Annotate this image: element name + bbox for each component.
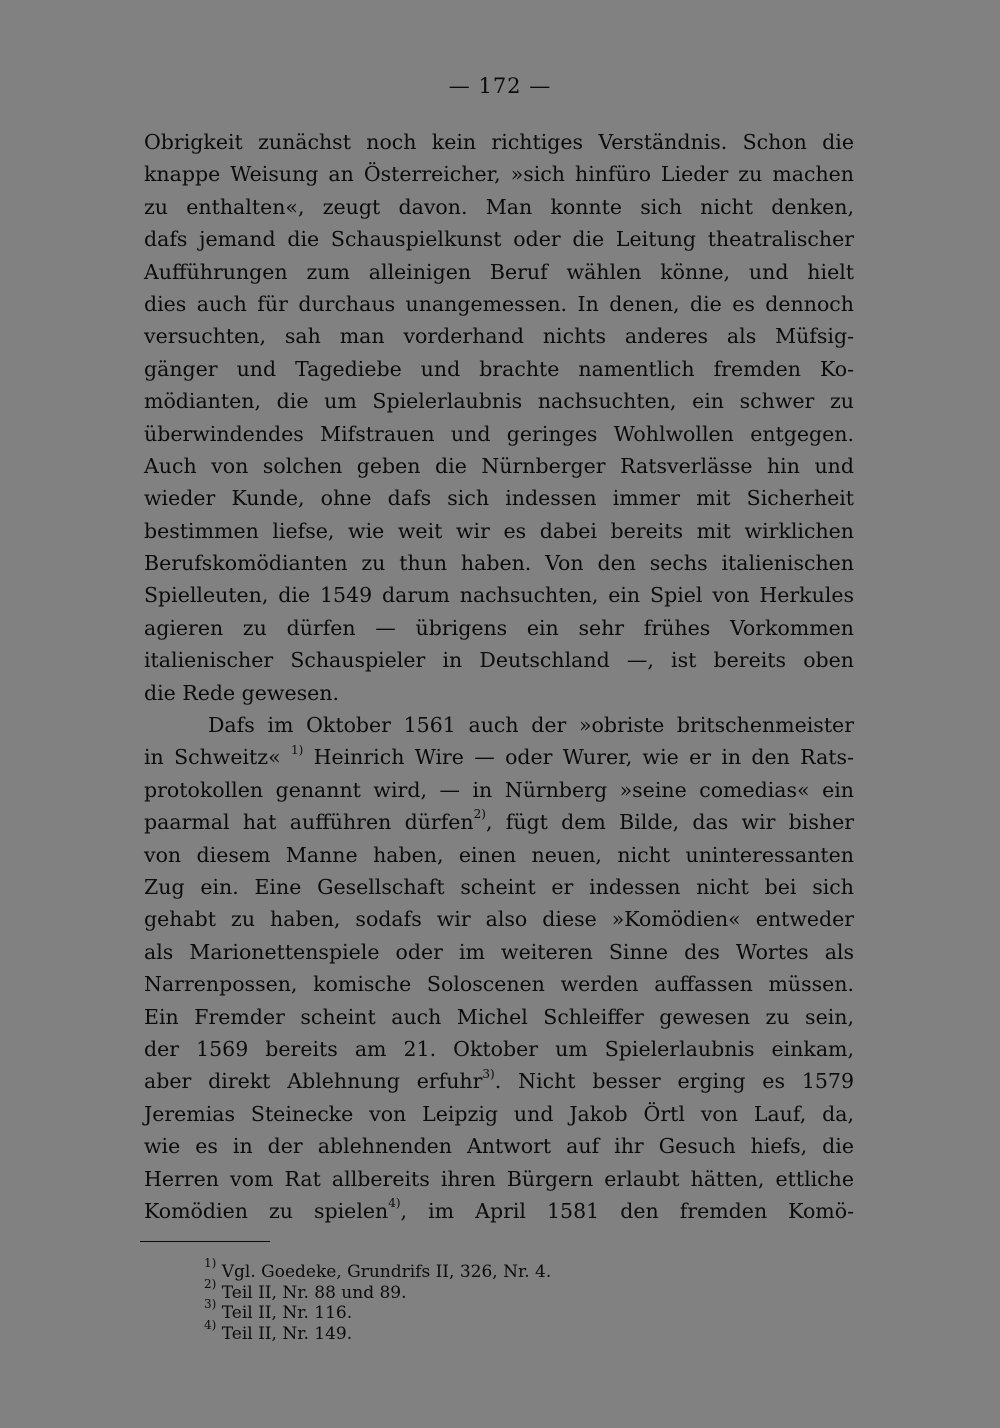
footnote-text: Teil II, Nr. 88 und 89. [221,1282,407,1303]
text-line: Narrenpossen, komische Soloscenen werden auffassen müssen. [144,972,854,997]
footnote [204,1276,551,1304]
body-text [144,126,854,1227]
footnote-mark: 1) [204,1256,217,1271]
text-line: wie es in der ablehnenden Antwort auf ihr Gesuch hiefs, die [144,1134,854,1159]
footnote-mark: 4) [204,1317,217,1332]
footnote-text: Vgl. Goedeke, Grundrifs II, 326, Nr. 4. [221,1262,552,1282]
text-line: Berufskomödianten zu thun haben. Von den sechs italienischen [144,551,854,576]
text-line: bestimmen liefse, wie weit wir es dabei bereits mit wirklichen [144,518,854,543]
text-line: Ein Fremder scheint auch Michel Schleiffer gewesen zu sein, [144,1004,854,1029]
footnote-mark: 2) [204,1276,217,1291]
text-line: die Rede gewesen. [144,680,339,705]
text-line: gänger und Tagediebe und brachte namentlich fremden Ko- [144,356,854,381]
text-line: Dafs im Oktober 1561 auch der »obriste britschenmeister [208,713,854,738]
text-line [144,806,854,838]
text-segment: in Schweitz« [144,745,281,770]
text-line: Aufführungen zum alleinigen Beruf wählen könne, und hielt [144,259,854,284]
footnote [204,1297,551,1324]
text-line: agieren zu dürfen — übrigens ein sehr frühes Vorkommen [144,615,854,640]
text-line: dies auch für durchaus unangemessen. In denen, die es dennoch [144,291,854,316]
page-number: — 172 — [448,74,552,98]
footnote [204,1317,551,1345]
footnote-text: Teil II, Nr. 116. [221,1303,353,1323]
footnote [204,1256,552,1283]
text-line: Obrigkeit zunächst noch kein richtiges Verständnis. Schon die [144,130,854,154]
text-line: Herren vom Rat allbereits ihren Bürgern erlaubt hätten, ettliche [144,1166,854,1191]
text-line: Zug ein. Eine Gesellschaft scheint er indessen nicht bei sich [144,874,854,899]
footnote-divider [140,1241,270,1242]
text-line [144,1195,854,1227]
text-line [144,741,854,773]
text-line: zu enthalten«, zeugt davon. Man konnte sich nicht denken, [144,194,854,219]
footnote-ref: 4) [388,1196,401,1211]
text-segment: , fügt dem Bilde, das wir bisher [485,810,854,835]
text-line: als Marionettenspiele oder im weiteren Sinne des Wortes als [144,939,854,964]
text-line: gehabt zu haben, sodafs wir also diese »Komödien« entweder [144,907,854,932]
text-segment: , im April 1581 den fremden Komö- [400,1198,854,1223]
footnote-ref: 2) [473,807,486,822]
text-line: italienischer Schauspieler in Deutschland —, ist bereits oben [144,648,854,673]
text-line [144,1065,854,1097]
text-line: von diesem Manne haben, einen neuen, nicht uninteressanten [144,842,854,867]
text-segment: paarmal hat aufführen dürfen [144,810,474,835]
text-line: Auch von solchen geben die Nürnberger Ratsverlässe hin und [144,453,854,478]
footnote-text: Teil II, Nr. 149. [221,1323,353,1344]
text-line: mödianten, die um Spielerlaubnis nachsuchten, ein schwer zu [144,389,854,414]
footnote-ref: 3) [482,1066,495,1081]
text-line: wieder Kunde, ohne dafs sich indessen immer mit Sicherheit [144,486,854,511]
text-line: versuchten, sah man vorderhand nichts anderes als Müfsig- [144,324,854,349]
footnote-mark: 3) [204,1297,217,1312]
footnotes [204,1256,552,1344]
text-segment: . Nicht besser erging es 1579 [494,1069,854,1094]
text-segment: Komödien zu spielen [144,1198,389,1223]
text-line: protokollen genannt wird, — in Nürnberg »seine comedias« ein [144,777,854,802]
text-segment: Heinrich Wire — oder Wurer, wie er in den Rats- [313,745,854,770]
text-line: knappe Weisung an Österreicher, »sich hinfüro Lieder zu machen [144,162,854,187]
text-line: Spielleuten, die 1549 darum nachsuchten, ein Spiel von Herkules [144,583,854,608]
text-line: dafs jemand die Schauspielkunst oder die Leitung theatralischer [144,227,854,252]
footnote-ref: 1) [290,742,304,757]
text-line: der 1569 bereits am 21. Oktober um Spielerlaubnis einkam, [144,1036,854,1061]
text-line: Jeremias Steinecke von Leipzig und Jakob Örtl von Lauf, da, [144,1101,854,1126]
text-segment: aber direkt Ablehnung erfuhr [144,1069,483,1094]
text-line: überwindendes Mifstrauen und geringes Wohlwollen entgegen. [144,421,854,446]
